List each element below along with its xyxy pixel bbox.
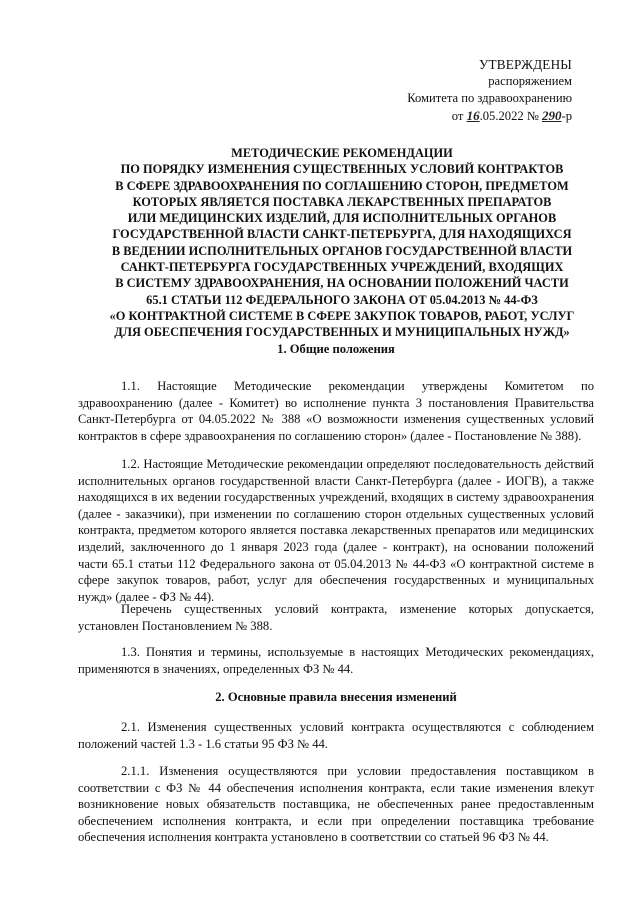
paragraph-1-3: 1.3. Понятия и термины, используемые в настоящих Методических рекомендациях, применяются в значениях, определенных ФЗ № 44. xyxy=(78,645,594,676)
title-line: МЕТОДИЧЕСКИЕ РЕКОМЕНДАЦИИ xyxy=(231,146,453,160)
approval-line-order: распоряжением xyxy=(488,74,572,88)
title-line: КОТОРЫХ ЯВЛЯЕТСЯ ПОСТАВКА ЛЕКАРСТВЕННЫХ ПРЕПАРАТОВ xyxy=(132,194,552,209)
title-line: ИЛИ МЕДИЦИНСКИХ ИЗДЕЛИЙ, ДЛЯ ИСПОЛНИТЕЛЬНЫХ ОРГАНОВ xyxy=(127,211,557,226)
paragraph-1-1: 1.1. Настоящие Методические рекомендации утверждены Комитетом по здравоохранению (далее - Комитет) во исполнение пункта 3 постановления Правительства Санкт-Петербурга от 04.05.2022 № 388 «О возможности изменения существенных условий контрактов в сфере здравоохранения по соглашению сторон» (далее - Постановление № 388). xyxy=(78,379,594,443)
title-line: ГОСУДАРСТВЕННОЙ ВЛАСТИ САНКТ-ПЕТЕРБУРГА, ДЛЯ НАХОДЯЩИХСЯ xyxy=(112,227,572,242)
section-heading-rules: 2. Основные правила внесения изменений xyxy=(215,690,457,704)
paragraph-2-1-1: 2.1.1. Изменения осуществляются при условии предоставления поставщиком в соответствии с ФЗ № 44 обеспечения исполнения контракта, если такие изменения влекут возникновение новых обязательств поставщика, не обеспеченных ранее предоставленным обеспечением исполнения контракта, и если при определении поставщика требование обеспечения исполнения контракта установлено в соответствии со статьей 96 ФЗ № 44. xyxy=(78,764,594,845)
title-line: «О КОНТРАКТНОЙ СИСТЕМЕ В СФЕРЕ ЗАКУПОК ТОВАРОВ, РАБОТ, УСЛУГ xyxy=(109,308,575,323)
title-line: 65.1 СТАТЬИ 112 ФЕДЕРАЛЬНОГО ЗАКОНА ОТ 05.04.2013 № 44-ФЗ xyxy=(146,292,538,307)
approval-heading: УТВЕРЖДЕНЫ xyxy=(478,57,572,72)
title-line: САНКТ-ПЕТЕРБУРГА ГОСУДАРСТВЕННЫХ УЧРЕЖДЕНИЙ, ВХОДЯЩИХ xyxy=(120,260,564,275)
date-rest: .05.2022 № xyxy=(479,109,539,123)
title-line: ДЛЯ ОБЕСПЕЧЕНИЯ ГОСУДАРСТВЕННЫХ И МУНИЦИПАЛЬНЫХ НУЖД» xyxy=(114,325,570,340)
title-line: В СИСТЕМУ ЗДРАВООХРАНЕНИЯ, НА ОСНОВАНИИ ПОЛОЖЕНИЙ ЧАСТИ xyxy=(115,276,569,291)
paragraph-list: Перечень существенных условий контракта, изменение которых допускается, установлен Постановлением № 388. xyxy=(78,602,594,633)
handwritten-number: 290 xyxy=(542,108,562,123)
date-prefix: от xyxy=(451,109,464,123)
approval-line-date xyxy=(407,107,572,125)
number-suffix: -р xyxy=(561,109,572,123)
title-line: В СФЕРЕ ЗДРАВООХРАНЕНИЯ ПО СОГЛАШЕНИЮ СТОРОН, ПРЕДМЕТОМ xyxy=(115,178,569,193)
title-line: ПО ПОРЯДКУ ИЗМЕНЕНИЯ СУЩЕСТВЕННЫХ УСЛОВИЙ КОНТРАКТОВ xyxy=(120,162,564,177)
paragraph-2-1: 2.1. Изменения существенных условий контракта осуществляются с соблюдением положений частей 1.3 - 1.6 статьи 95 ФЗ № 44. xyxy=(78,720,594,751)
title-line: В ВЕДЕНИИ ИСПОЛНИТЕЛЬНЫХ ОРГАНОВ ГОСУДАРСТВЕННОЙ ВЛАСТИ xyxy=(111,243,573,258)
section-heading-general: 1. Общие положения xyxy=(277,342,395,356)
approval-line-committee: Комитета по здравоохранению xyxy=(407,91,572,105)
approval-stamp xyxy=(407,56,572,125)
document-title xyxy=(100,145,584,341)
paragraph-1-2: 1.2. Настоящие Методические рекомендации определяют последовательность действий исполнительных органов государственной власти Санкт-Петербурга (далее - ИОГВ), а также находящихся в их ведении государственных учреждений, входящих в систему здравоохранения (далее - заказчики), при изменении по соглашению сторон отдельных существенных условий контракта, предметом которого является поставка лекарственных препаратов или медицинских изделий, заключенного до 1 января 2023 года (далее - контракт), на основании положений части 65.1 статьи 112 Федерального закона от 05.04.2013 № 44-ФЗ «О контрактной системе в сфере закупок товаров, работ, услуг для обеспечения государственных и муниципальных нужд» (далее - ФЗ № 44). xyxy=(78,457,594,604)
handwritten-day: 16 xyxy=(466,108,480,123)
